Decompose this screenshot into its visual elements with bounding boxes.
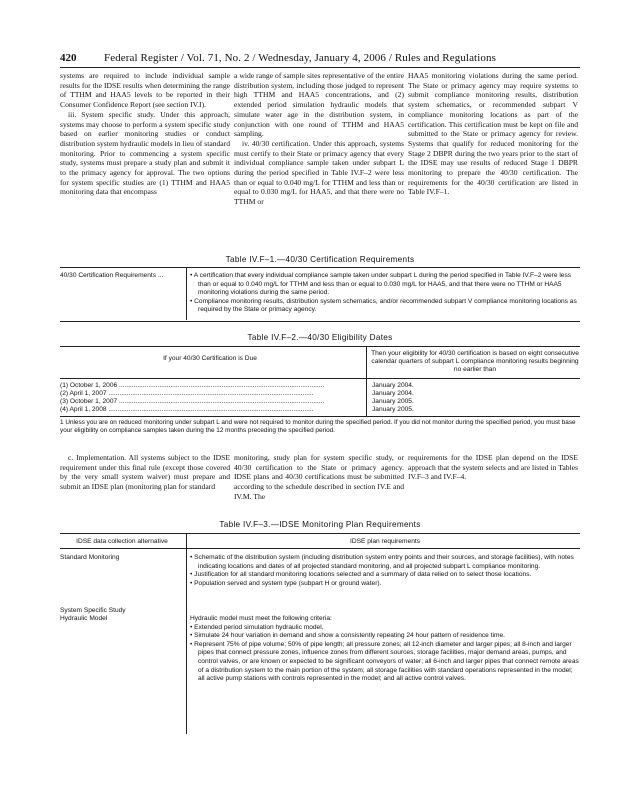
table-2-footnote: 1 Unless you are on reduced monitoring under subpart L and were not required to monitor during the specified period. If you did not monitor during the specified period, you must base your eligibility on compliance samples taken during the 12 months preceding the specified period.	[60, 419, 576, 434]
list-item: • Extended period simulation hydraulic model.	[190, 623, 324, 631]
table-rule	[60, 378, 580, 379]
list-item: • Justification for all standard monitoring locations selected and a summary of data relied on to select those locations.	[190, 571, 532, 579]
paragraph: iv. 40/30 certification. Under this approach, systems must certify to their State or primacy agency that every individual compliance sample taken under subpart L during the period specified in Table IV.F–2 were less than or equal to 0.040 mg/L for TTHM and less than or equal to 0.030 mg/L for HAA5, and that there were no TTHM or	[234, 138, 404, 207]
table-3-header-left: IDSE data collection alternative	[76, 538, 168, 545]
column-2	[234, 71, 404, 207]
eligibility-date: January 2004.	[372, 390, 414, 397]
table-1-row-label: 40/30 Certification Requirements ...	[60, 272, 164, 279]
table-3-header-right: IDSE plan requirements	[349, 538, 420, 545]
hydraulic-model-requirements	[190, 615, 580, 684]
table-rule	[60, 267, 580, 268]
table-rule	[60, 548, 580, 549]
list-item: • Schematic of the distribution system (including distribution system entry points and their sources, and storage facilities), with notes indicating locations and dates of all projected standard monitoring, and all projected subpart L compliance monitoring.	[190, 554, 574, 570]
paragraph: requirements for the IDSE plan depend on the IDSE approach that the system selects and are listed in Tables IV.F–3 and IV.F–4.	[408, 453, 578, 482]
row-label-system-specific-study: System Specific Study	[60, 607, 126, 614]
list-item: • Simulate 24 hour variation in demand and show a consistently repeating 24 hour pattern of residence time.	[190, 632, 505, 640]
header-rule	[60, 67, 580, 68]
table-3-divider	[186, 534, 187, 734]
row-label-standard-monitoring: Standard Monitoring	[60, 554, 120, 561]
due-date: (1) October 1, 2006 ................................................................................................................	[60, 382, 325, 389]
row-label-hydraulic-model: Hydraulic Model	[60, 615, 108, 622]
eligibility-date: January 2005.	[372, 398, 414, 405]
table-3-title: Table IV.F–3.—IDSE Monitoring Plan Requirements	[219, 520, 421, 529]
page-number: 420	[60, 52, 77, 64]
standard-monitoring-requirements	[190, 554, 580, 588]
table-1-title: Table IV.F–1.—40/30 Certification Requirements	[225, 255, 415, 264]
paragraph: c. Implementation. All systems subject to the IDSE requirement under this final rule (except those covered by the very small system waiver) must prepare and submit an IDSE plan (monitoring plan for standard	[60, 453, 230, 492]
list-item: • A certification that every individual compliance sample taken under subpart L during the period specified in Table IV.F–2 were less than or equal to 0.040 mg/L for TTHM and less than or equal to 0.030 mg/L for HAA5, and that there were no TTHM or HAA5 monitoring violations during the same period.	[190, 272, 572, 297]
table-1-divider	[186, 268, 187, 320]
paragraph: HAA5 monitoring violations during the same period. The State or primacy agency may require systems to submit compliance monitoring results, distribution system schematics, or recommended subpart V compliance monitoring locations as part of the certification. This certification must be kept on file and submitted to the State or primacy agency for review. Systems that qualify for reduced monitoring for the Stage 2 DBPR during the two years prior to the start of the IDSE may use results of reduced Stage 1 DBPR monitoring to prepare the 40/30 certification. The requirements for the 40/30 certification are listed in Table IV.F–1.	[408, 71, 578, 197]
column-2-lower	[234, 453, 404, 502]
table-row	[60, 406, 580, 414]
table-row	[60, 382, 580, 390]
due-date: (4) April 1, 2008 ................................................................................................................	[60, 406, 314, 413]
hydraulic-model-intro: Hydraulic model must meet the following criteria:	[190, 615, 332, 622]
column-3	[408, 71, 578, 197]
eligibility-date: January 2005.	[372, 406, 414, 413]
paragraph: monitoring, study plan for system specific study, or 40/30 certification to the State or primacy agency. IDSE plans and 40/30 certifications must be submitted according to the schedule described in section IV.E and IV.M. The	[234, 453, 404, 501]
column-1	[60, 71, 230, 197]
table-rule	[60, 533, 580, 534]
list-item: • Represent 75% of pipe volume; 50% of pipe length; all pressure zones; all 12-inch diameter and larger pipes; all 8-inch and larger pipes that connect pressure zones, influence zones from different sources, storage facilities, major demand areas, pumps, and control valves, or are known or expected to be significant conveyors of water; all 6-inch and larger pipes that connect remote areas of a distribution system to the main portion of the system; all storage facilities with standard operations represented in the model; all active pump stations with controls represented in the model; and all active control valves.	[190, 640, 579, 683]
table-2-divider	[366, 347, 367, 417]
paragraph: a wide range of sample sites representative of the entire distribution system, including those judged to represent high TTHM and HAA5 concentrations, and (2) extended period simulation hydraulic models that simulate water age in the distribution system, in conjunction with one round of TTHM and HAA5 sampling.	[234, 71, 404, 139]
eligibility-date: January 2004.	[372, 382, 414, 389]
table-row	[60, 390, 580, 398]
table-2-header-right: Then your eligibility for 40/30 certification is based on eight consecutive calendar quarters of subpart L compliance monitoring results beginning no earlier than	[371, 350, 579, 374]
paragraph: iii. System specific study. Under this approach, systems may choose to perform a system specific study based on earlier monitoring studies or conduct distribution system hydraulic models in lieu of standard monitoring. Prior to commencing a system specific study, systems must prepare a study plan and submit it to the primacy agency for approval. The two options for system specific studies are (1) TTHM and HAA5 monitoring data that encompass	[60, 109, 230, 197]
table-1-row-body	[190, 272, 580, 315]
table-2-header-left: If your 40/30 Certification is Due	[163, 355, 257, 362]
table-rule	[60, 346, 580, 347]
column-1-lower	[60, 453, 230, 492]
table-2-title: Table IV.F–2.—40/30 Eligibility Dates	[247, 333, 393, 342]
list-item: • Compliance monitoring results, distribution system schematics, and/or recommended subpart V compliance monitoring locations as required by the State or primacy agency.	[190, 297, 577, 314]
table-rule	[60, 416, 580, 417]
due-date: (3) October 1, 2007 ................................................................................................................	[60, 398, 325, 405]
paragraph: systems are required to include individual sample results for the IDSE results when determining the range of TTHM and HAA5 levels to be reported in their Consumer Confidence Report (see section IV.I).	[60, 71, 230, 110]
running-head: Federal Register / Vol. 71, No. 2 / Wednesday, January 4, 2006 / Rules and Regulations	[104, 52, 496, 64]
table-rule	[60, 321, 580, 322]
due-date: (2) April 1, 2007 ................................................................................................................	[60, 390, 314, 397]
table-row	[60, 398, 580, 406]
list-item: • Population served and system type (subpart H or ground water).	[190, 579, 382, 587]
column-3-lower	[408, 453, 578, 482]
